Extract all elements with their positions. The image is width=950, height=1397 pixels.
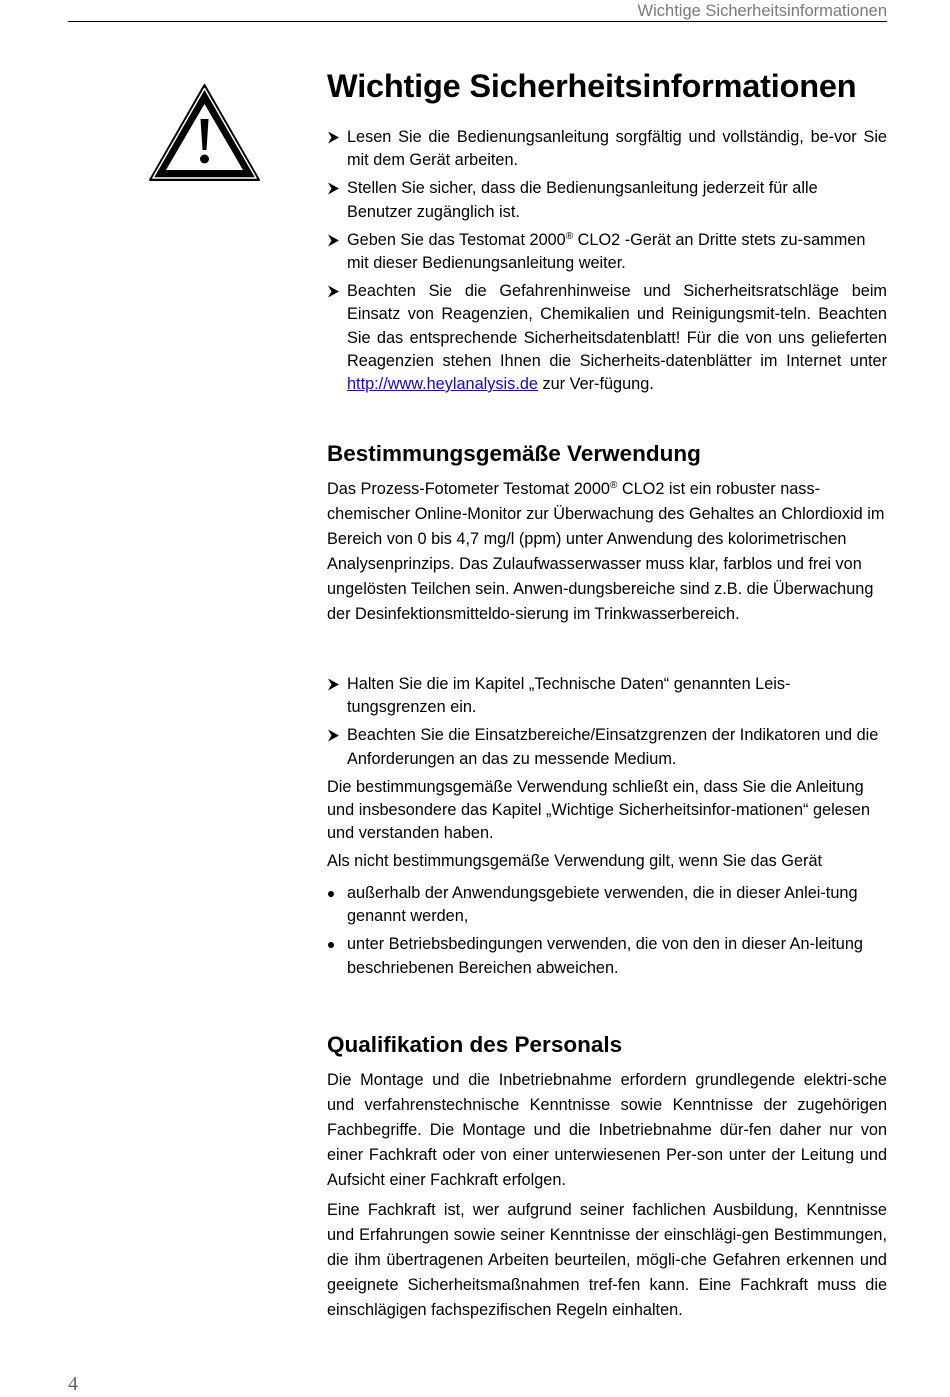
arrowhead-icon <box>327 182 340 195</box>
section-title-intended-use: Bestimmungsgemäße Verwendung <box>327 441 701 466</box>
list-item: Geben Sie das Testomat 2000® CLO2 -Gerät an Dritte stets zu-sammen mit dieser Bedienungsanleitung weiter. <box>327 229 887 275</box>
intended-use-list <box>327 673 887 771</box>
list-item: Halten Sie die im Kapitel „Technische Daten“ genannten Leis-tungsgrenzen ein. <box>327 673 887 719</box>
page-number: 4 <box>68 1373 78 1395</box>
list-item: Lesen Sie die Bedienungsanleitung sorgfältig und vollständig, be-vor Sie mit dem Gerät arbeiten. <box>327 126 887 172</box>
list-item: Stellen Sie sicher, dass die Bedienungsanleitung jederzeit für alle Benutzer zugänglich ist. <box>327 177 887 223</box>
arrowhead-icon <box>327 234 340 247</box>
misuse-list <box>327 882 887 980</box>
misuse-intro: Als nicht bestimmungsgemäße Verwendung gilt, wenn Sie das Gerät <box>327 852 823 870</box>
list-item: unter Betriebsbedingungen verwenden, die von den in dieser An-leitung beschriebenen Bereichen abweichen. <box>327 933 887 979</box>
heylanalysis-link[interactable]: http://www.heylanalysis.de <box>347 375 538 394</box>
arrowhead-icon <box>327 131 340 144</box>
intended-use-paragraph: Das Prozess-Fotometer Testomat 2000® CLO2 ist ein robuster nass-chemischer Online-Monitor zur Überwachung des Gehaltes an Chlordioxid im Bereich von 0 bis 4,7 mg/l (ppm) unter Anwendung des kolorimetrischen Analysenprinzips. Das Zulaufwasserwasser muss klar, farblos und frei von ungelösten Teilchen sein. Anwen-dungsbereiche sind z.B. die Überwachung der Desinfektionsmitteldo-sierung im Trinkwasserbereich. <box>327 480 885 623</box>
list-item: Beachten Sie die Gefahrenhinweise und Sicherheitsratschläge beim Einsatz von Reagenzien, Chemikalien und Reinigungsmit-teln. Beachten Sie das entsprechende Sicherheitsdatenblatt! Für die von uns gelieferten Reagenzien stehen Ihnen die Sicherheits-datenblätter im Internet unter http://www.heylanalysis.de zur Ver-fügung. <box>327 280 887 396</box>
warning-triangle-icon <box>147 82 262 183</box>
arrowhead-icon <box>327 285 340 298</box>
bullet-dot-icon <box>328 942 334 948</box>
list-item: Beachten Sie die Einsatzbereiche/Einsatzgrenzen der Indikatoren und die Anforderungen an das zu messende Medium. <box>327 724 887 770</box>
intended-use-paragraph-2: Die bestimmungsgemäße Verwendung schließt ein, dass Sie die Anleitung und insbesondere das Kapitel „Wichtige Sicherheitsinfor-mationen“ gelesen und verstanden haben. <box>327 778 871 843</box>
bullet-dot-icon <box>328 891 334 897</box>
section-title-qualification: Qualifikation des Personals <box>327 1032 623 1057</box>
qualification-paragraph-1: Die Montage und die Inbetriebnahme erfordern grundlegende elektri-sche und verfahrenstechnische Kenntnisse sowie Kenntnisse der zugehörigen Fachbegriffe. Die Montage und die Inbetriebnahme dür-fen daher nur von einer Fachkraft oder von einer unterwiesenen Per-son unter der Leitung und Aufsicht einer Fachkraft erfolgen. <box>327 1071 887 1189</box>
running-header <box>68 0 887 22</box>
qualification-paragraph-2: Eine Fachkraft ist, wer aufgrund seiner fachlichen Ausbildung, Kenntnisse und Erfahrungen sowie seiner Kenntnisse der einschlägi-gen Bestimmungen, die ihm übertragenen Arbeiten beurteilen, mögli-che Gefahren erkennen und geeignete Sicherheitsmaßnahmen tref-fen kann. Eine Fachkraft muss die einschlägigen fachspezifischen Regeln einhalten. <box>327 1201 887 1319</box>
running-header-title: Wichtige Sicherheitsinformationen <box>637 2 887 20</box>
arrowhead-icon <box>327 729 340 742</box>
list-item: außerhalb der Anwendungsgebiete verwenden, die in dieser Anlei-tung genannt werden, <box>327 882 887 928</box>
safety-list <box>327 126 887 396</box>
arrowhead-icon <box>327 678 340 691</box>
section-title-safety: Wichtige Sicherheitsinformationen <box>327 68 857 104</box>
